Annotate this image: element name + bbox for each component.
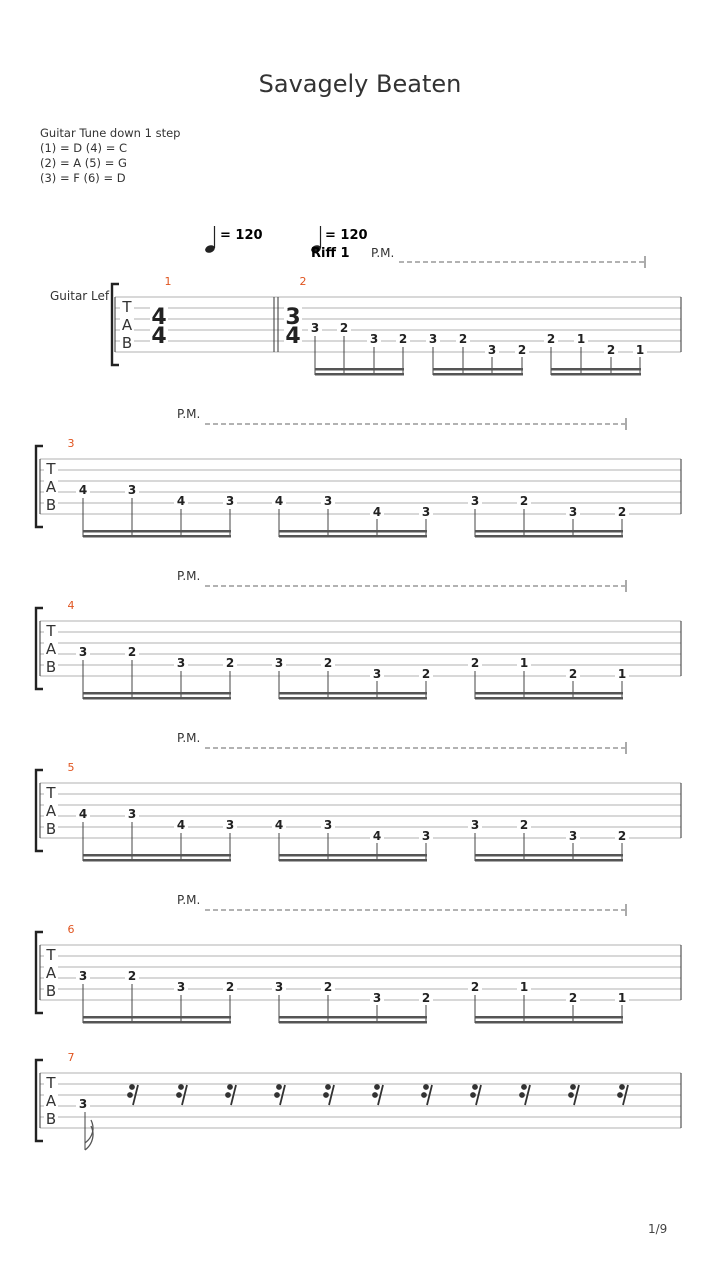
fret-number: 4 bbox=[176, 494, 186, 508]
fret-number: 2 bbox=[546, 332, 556, 346]
palm-mute-label: P.M. bbox=[177, 893, 201, 907]
measure-number: 4 bbox=[67, 599, 75, 612]
fret-number: 3 bbox=[274, 980, 284, 994]
tab-clef bbox=[44, 1074, 58, 1128]
tempo-text: = 120 bbox=[220, 228, 263, 243]
fret-number: 2 bbox=[470, 656, 480, 670]
fret-number: 2 bbox=[323, 980, 333, 994]
svg-text:A: A bbox=[45, 802, 57, 820]
palm-mute-label: P.M. bbox=[177, 569, 201, 583]
svg-text:T: T bbox=[46, 1074, 56, 1092]
tab-system-4 bbox=[36, 731, 681, 862]
measure-number: 7 bbox=[67, 1051, 75, 1064]
fret-number: 2 bbox=[398, 332, 408, 346]
palm-mute-label: P.M. bbox=[371, 246, 395, 260]
tuning-line: (1) = D (4) = C bbox=[40, 141, 128, 155]
section-label: Riff 1 bbox=[311, 246, 350, 261]
measure-number: 2 bbox=[299, 275, 307, 288]
tab-system-3 bbox=[36, 569, 681, 700]
palm-mute-label: P.M. bbox=[177, 407, 201, 421]
fret-number: 2 bbox=[225, 656, 235, 670]
fret-number: 3 bbox=[176, 980, 186, 994]
svg-text:A: A bbox=[45, 964, 57, 982]
svg-text:B: B bbox=[45, 982, 57, 1000]
fret-number: 2 bbox=[617, 505, 627, 519]
svg-text:T: T bbox=[122, 298, 132, 316]
beam-group bbox=[83, 854, 623, 862]
svg-text:T: T bbox=[46, 946, 56, 964]
fret-number: 3 bbox=[225, 494, 235, 508]
measure-number: 6 bbox=[67, 923, 75, 936]
fret-number: 3 bbox=[568, 829, 578, 843]
fret-number: 3 bbox=[369, 332, 379, 346]
svg-text:A: A bbox=[45, 478, 57, 496]
fret-number: 3 bbox=[225, 818, 235, 832]
fret-number: 3 bbox=[421, 829, 431, 843]
fret-number: 2 bbox=[519, 818, 529, 832]
fret-number: 1 bbox=[617, 991, 627, 1005]
fret-number: 2 bbox=[568, 991, 578, 1005]
svg-text:A: A bbox=[45, 1092, 57, 1110]
svg-text:4: 4 bbox=[151, 305, 167, 330]
palm-mute-label: P.M. bbox=[177, 731, 201, 745]
time-signature bbox=[150, 304, 168, 349]
fret-number: 3 bbox=[274, 656, 284, 670]
fret-number: 3 bbox=[470, 494, 480, 508]
fret-number: 2 bbox=[127, 645, 137, 659]
fret-number: 2 bbox=[617, 829, 627, 843]
fret-number: 4 bbox=[78, 807, 88, 821]
svg-text:4: 4 bbox=[285, 324, 301, 349]
tab-clef bbox=[44, 460, 58, 514]
tuning-line: (3) = F (6) = D bbox=[40, 171, 126, 185]
measure-number: 1 bbox=[164, 275, 172, 288]
fret-number: 2 bbox=[517, 343, 527, 357]
fret-number: 3 bbox=[421, 505, 431, 519]
page-number: 1/9 bbox=[648, 1222, 668, 1236]
fret-number: 3 bbox=[428, 332, 438, 346]
fret-number: 1 bbox=[617, 667, 627, 681]
svg-text:A: A bbox=[45, 640, 57, 658]
fret-number: 1 bbox=[576, 332, 586, 346]
fret-number: 3 bbox=[78, 969, 88, 983]
fret-number: 4 bbox=[372, 505, 382, 519]
svg-text:B: B bbox=[45, 820, 57, 838]
fret-number: 2 bbox=[225, 980, 235, 994]
tab-system-2 bbox=[36, 407, 681, 538]
fret-number: 3 bbox=[372, 667, 382, 681]
beam-group bbox=[83, 530, 623, 538]
note-flag bbox=[85, 1126, 93, 1150]
tuning-heading: Guitar Tune down 1 step bbox=[40, 126, 181, 140]
song-title: Savagely Beaten bbox=[258, 70, 462, 98]
svg-text:3: 3 bbox=[285, 305, 301, 330]
fret-number: 2 bbox=[458, 332, 468, 346]
beam-group bbox=[83, 1016, 623, 1024]
tuning-line: (2) = A (5) = G bbox=[40, 156, 127, 170]
fret-number: 3 bbox=[323, 818, 333, 832]
tab-system-5 bbox=[36, 893, 681, 1024]
fret-number: 4 bbox=[176, 818, 186, 832]
fret-number: 3 bbox=[310, 321, 320, 335]
svg-text:T: T bbox=[46, 622, 56, 640]
tab-system-6 bbox=[36, 1051, 681, 1150]
tempo-text: = 120 bbox=[325, 228, 368, 243]
tab-clef bbox=[120, 298, 134, 352]
measure-number: 3 bbox=[67, 437, 75, 450]
fret-number: 2 bbox=[127, 969, 137, 983]
beam-group bbox=[315, 368, 641, 376]
fret-number: 3 bbox=[78, 645, 88, 659]
fret-number: 2 bbox=[421, 667, 431, 681]
svg-text:B: B bbox=[121, 334, 133, 352]
svg-text:A: A bbox=[121, 316, 133, 334]
fret-number: 4 bbox=[274, 818, 284, 832]
svg-text:B: B bbox=[45, 496, 57, 514]
staff-lines bbox=[40, 1073, 681, 1128]
svg-text:B: B bbox=[45, 658, 57, 676]
fret-number: 3 bbox=[372, 991, 382, 1005]
fret-number: 1 bbox=[519, 980, 529, 994]
fret-number: 3 bbox=[127, 807, 137, 821]
fret-number: 1 bbox=[519, 656, 529, 670]
fret-number: 3 bbox=[470, 818, 480, 832]
fret-number: 2 bbox=[519, 494, 529, 508]
fret-number: 3 bbox=[176, 656, 186, 670]
fret-number: 4 bbox=[372, 829, 382, 843]
fret-number: 3 bbox=[568, 505, 578, 519]
track-label: Guitar Lef bbox=[50, 289, 110, 303]
tempo-marking bbox=[204, 226, 262, 254]
fret-number: 2 bbox=[323, 656, 333, 670]
fret-number: 4 bbox=[78, 483, 88, 497]
fret-number: 2 bbox=[568, 667, 578, 681]
fret-number: 4 bbox=[274, 494, 284, 508]
svg-text:B: B bbox=[45, 1110, 57, 1128]
svg-text:T: T bbox=[46, 784, 56, 802]
fret-number: 3 bbox=[127, 483, 137, 497]
fret-number: 2 bbox=[606, 343, 616, 357]
tab-clef bbox=[44, 946, 58, 1000]
fret-number: 3 bbox=[78, 1097, 88, 1111]
time-signature bbox=[284, 304, 302, 349]
tab-clef bbox=[44, 784, 58, 838]
fret-number: 3 bbox=[487, 343, 497, 357]
fret-number: 2 bbox=[339, 321, 349, 335]
beam-group bbox=[83, 692, 623, 700]
fret-number: 3 bbox=[323, 494, 333, 508]
svg-text:4: 4 bbox=[151, 324, 167, 349]
fret-number: 2 bbox=[421, 991, 431, 1005]
tab-clef bbox=[44, 622, 58, 676]
fret-number: 1 bbox=[635, 343, 645, 357]
fret-number: 2 bbox=[470, 980, 480, 994]
tab-system-1 bbox=[50, 246, 681, 376]
svg-text:T: T bbox=[46, 460, 56, 478]
measure-number: 5 bbox=[67, 761, 75, 774]
